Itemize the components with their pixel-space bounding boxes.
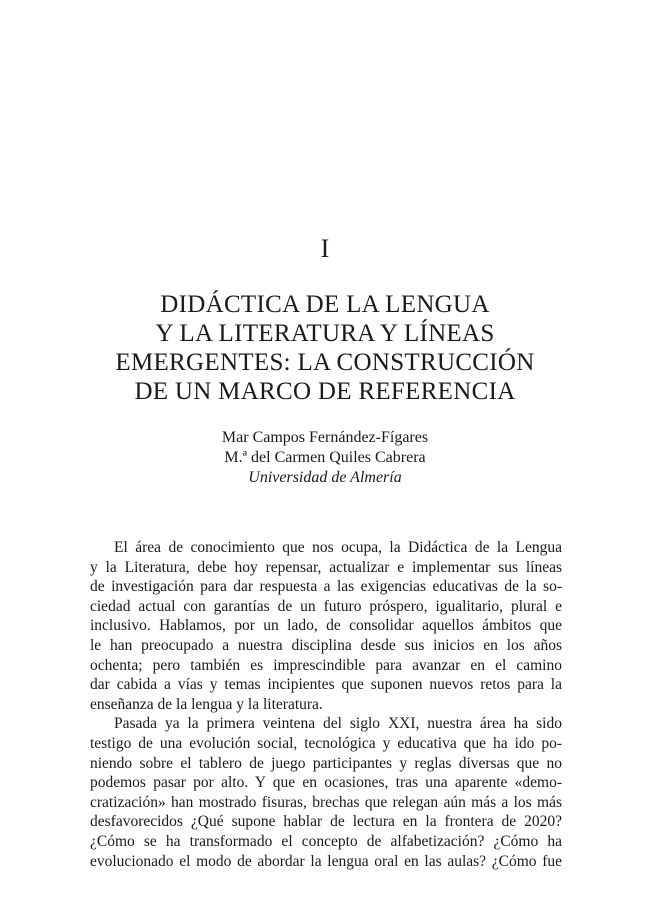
affiliation: Universidad de Almería bbox=[248, 469, 402, 486]
paragraph bbox=[90, 714, 562, 871]
text-line: de investigación para dar respuesta a las exigencias educativas de la so- bbox=[90, 578, 562, 596]
chapter-title-line: DE UN MARCO DE REFERENCIA bbox=[134, 378, 516, 405]
text-line: Pasada ya la primera veintena del siglo XXI, nuestra área ha sido bbox=[114, 715, 562, 733]
text-line: niendo sobre el tablero de juego participantes y reglas diversas que no bbox=[90, 754, 562, 772]
text-line: dar cabida a vías y temas incipientes que suponen nuevos retos para la bbox=[90, 676, 562, 694]
text-line: cratización» han mostrado fisuras, brechas que relegan aún más a los más bbox=[90, 793, 562, 811]
chapter-title-line: Y LA LITERATURA Y LÍNEAS bbox=[155, 320, 495, 347]
text-line: enseñanza de la lengua y la literatura. bbox=[90, 695, 323, 713]
author-block bbox=[0, 428, 650, 488]
chapter-title-line: DIDÁCTICA DE LA LENGUA bbox=[160, 291, 490, 318]
text-line: le han preocupado a nuestra disciplina desde sus inicios en los años bbox=[90, 636, 562, 654]
text-line: ¿Cómo se ha transformado el concepto de alfabetización? ¿Cómo ha bbox=[90, 832, 562, 850]
text-line: testigo de una evolución social, tecnológica y educativa que ha ido po- bbox=[90, 734, 562, 752]
text-line: El área de conocimiento que nos ocupa, la Didáctica de la Lengua bbox=[114, 539, 562, 556]
chapter-number: I bbox=[320, 234, 330, 263]
author-name: Mar Campos Fernández-Fígares bbox=[221, 429, 429, 446]
text-line: y la Literatura, debe hoy repensar, actualizar e implementar sus líneas bbox=[90, 558, 562, 576]
body-text bbox=[90, 538, 562, 871]
chapter-title bbox=[60, 290, 590, 406]
text-line: ciedad actual con garantías de un futuro próspero, igualitario, plural e bbox=[90, 597, 562, 615]
author-name: M.ª del Carmen Quiles Cabrera bbox=[224, 449, 426, 466]
text-line: ochenta; pero también es imprescindible para avanzar en el camino bbox=[90, 656, 562, 674]
text-line: desfavorecidos ¿Qué supone hablar de lectura en la frontera de 2020? bbox=[90, 813, 562, 831]
chapter-title-line: EMERGENTES: LA CONSTRUCCIÓN bbox=[115, 349, 535, 376]
text-line: evolucionado el modo de abordar la lengua oral en las aulas? ¿Cómo fue bbox=[90, 852, 562, 870]
text-line: podemos pasar por alto. Y que en ocasiones, tras una aparente «demo- bbox=[90, 774, 562, 792]
text-line: inclusivo. Hablamos, por un lado, de consolidar aquellos ámbitos que bbox=[90, 617, 562, 635]
paragraph bbox=[90, 538, 562, 714]
